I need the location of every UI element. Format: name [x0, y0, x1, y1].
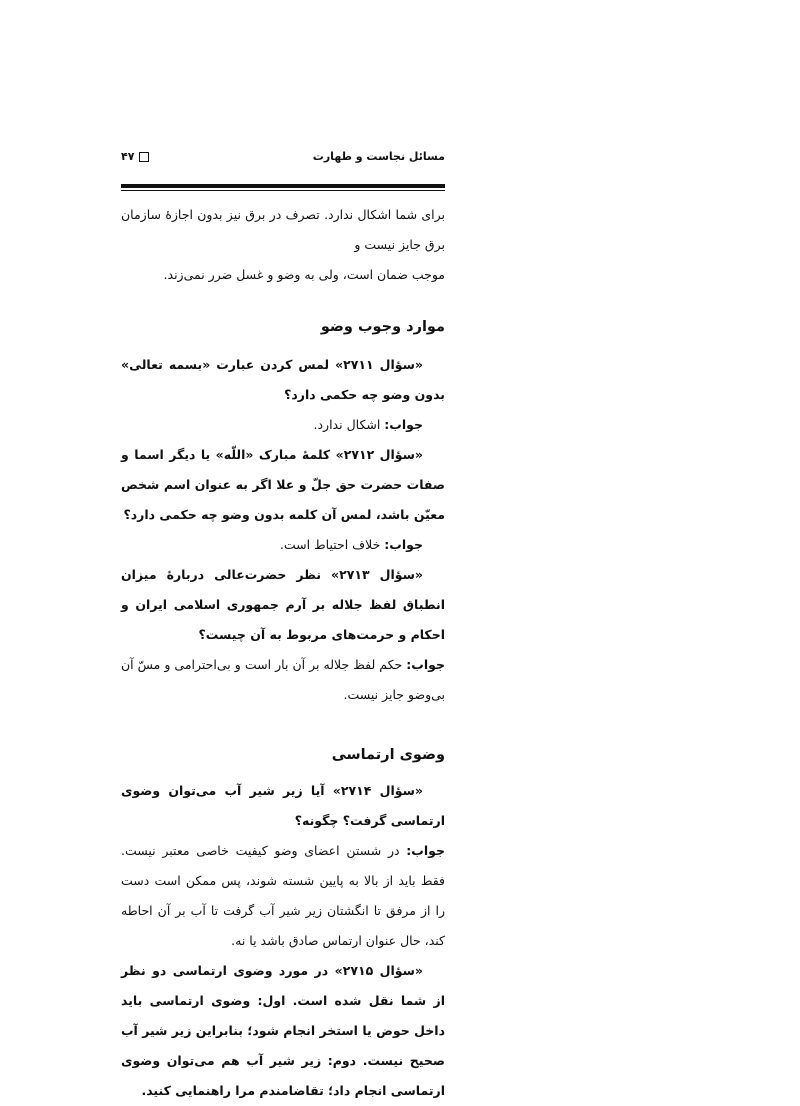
document-page: [121, 148, 445, 1098]
question-2715: «سؤال ۲۷۱۵» در مورد وضوی ارتماسی دو نظر از شما نقل شده است. اول: وضوی ارتماسی باید داخل حوض یا استخر انجام شود؛ بنابراین زیر شیر آب صحیح نیست. دوم: زیر شیر آب هم می‌توان وضوی ارتماسی انجام داد؛ تقاضامندم مرا راهنمایی کنید.: [121, 963, 445, 1098]
answer-2713: [121, 650, 445, 710]
answer-label: جواب:: [384, 417, 423, 432]
square-icon: [139, 152, 149, 162]
answer-text: حکم لفظ جلاله بر آن بار است و بی‌احترامی و مسّ آن بی‌وضو جایز نیست.: [121, 657, 445, 702]
answer-2712: [121, 530, 445, 560]
section-heading-irtimasi-wudu: وضوی ارتماسی: [331, 747, 445, 763]
question-2712: «سؤال ۲۷۱۲» کلمهٔ مبارک «اللّه» یا دیگر اسما و صفات حضرت حق جلّ و علا اگر به عنوان اسم شخص معیّن باشد، لمس آن کلمه بدون وضو چه حکمی دارد؟: [121, 447, 445, 522]
answer-label: جواب:: [406, 657, 445, 672]
header-rule-thick: [121, 184, 445, 188]
page-body: [121, 200, 445, 1106]
running-header: [121, 148, 445, 170]
answer-text: اشکال ندارد.: [313, 417, 381, 432]
answer-2711: [121, 410, 445, 440]
intro-line-2: موجب ضمان است، ولی به وضو و غسل ضرر نمی‌زند.: [163, 267, 445, 282]
answer-text: در شستن اعضای وضو کیفیت خاصی معتبر نیست. فقط باید از بالا به پایین شسته شوند، پس ممکن است دست را از مرفق تا انگشتان زیر شیر آب گرفت تا آب بر آن احاطه کند، حال عنوان ارتماس صادق باشد یا نه.: [121, 843, 445, 948]
page-number-text: ۴۷: [121, 150, 135, 163]
header-rule-thin: [121, 190, 445, 191]
answer-label: جواب:: [406, 843, 445, 858]
answer-label: جواب:: [384, 537, 423, 552]
intro-line-1: برای شما اشکال ندارد. تصرف در برق نیز بدون اجازهٔ سازمان برق جایز نیست و: [121, 207, 445, 252]
section-heading-wudu-obligation: موارد وجوب وضو: [320, 319, 445, 335]
answer-2714: [121, 836, 445, 956]
answer-text: خلاف احتیاط است.: [279, 537, 381, 552]
question-2711: «سؤال ۲۷۱۱» لمس کردن عبارت «بسمه تعالی» بدون وضو چه حکمی دارد؟: [121, 357, 445, 402]
page-number: [121, 150, 149, 163]
chapter-title: مسائل نجاست و طهارت: [312, 150, 445, 163]
question-2714: «سؤال ۲۷۱۴» آیا زیر شیر آب می‌توان وضوی ارتماسی گرفت؟ چگونه؟: [121, 783, 445, 828]
question-2713: «سؤال ۲۷۱۳» نظر حضرت‌عالی دربارهٔ میزان انطباق لفظ جلاله بر آرم جمهوری اسلامی ایران و احکام و حرمت‌های مربوط به آن چیست؟: [121, 567, 445, 642]
